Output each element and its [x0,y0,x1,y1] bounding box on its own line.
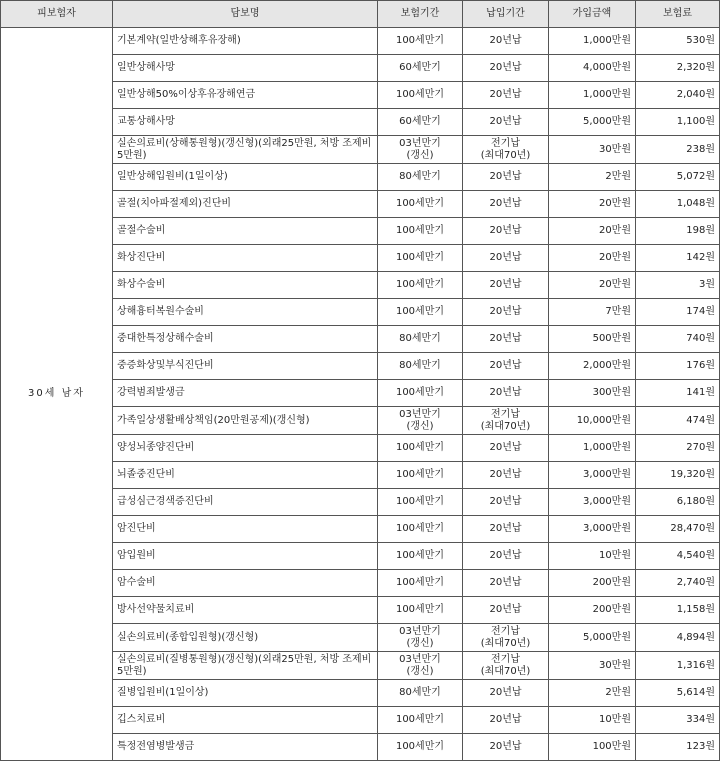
premium-cell: 334원 [636,707,720,734]
premium-cell: 1,316원 [636,652,720,680]
term-cell: 03년만기 (갱신) [378,652,463,680]
coverage-cell: 기본계약(일반상해후유장해) [113,28,378,55]
amount-cell: 3,000만원 [549,462,636,489]
premium-cell: 176원 [636,353,720,380]
payment-cell: 20년납 [463,489,549,516]
amount-cell: 200만원 [549,597,636,624]
premium-cell: 1,048원 [636,191,720,218]
coverage-cell: 방사선약물치료비 [113,597,378,624]
premium-cell: 4,894원 [636,624,720,652]
payment-cell: 전기납 (최대70년) [463,624,549,652]
term-cell: 80세만기 [378,680,463,707]
premium-cell: 198원 [636,218,720,245]
header-insured: 피보험자 [1,1,113,28]
coverage-cell: 상해흉터복원수술비 [113,299,378,326]
amount-cell: 20만원 [549,272,636,299]
term-cell: 100세만기 [378,489,463,516]
payment-cell: 20년납 [463,516,549,543]
premium-cell: 530원 [636,28,720,55]
coverage-cell: 강력범죄발생금 [113,380,378,407]
amount-cell: 10,000만원 [549,407,636,435]
coverage-cell: 암입원비 [113,543,378,570]
term-cell: 80세만기 [378,353,463,380]
premium-cell: 5,072원 [636,164,720,191]
header-amount: 가입금액 [549,1,636,28]
payment-cell: 20년납 [463,734,549,761]
premium-cell: 4,540원 [636,543,720,570]
amount-cell: 200만원 [549,570,636,597]
term-cell: 100세만기 [378,245,463,272]
premium-cell: 28,470원 [636,516,720,543]
premium-cell: 474원 [636,407,720,435]
payment-cell: 20년납 [463,462,549,489]
coverage-cell: 골절(치아파절제외)진단비 [113,191,378,218]
coverage-cell: 실손의료비(종합입원형)(갱신형) [113,624,378,652]
payment-cell: 20년납 [463,707,549,734]
coverage-cell: 뇌졸중진단비 [113,462,378,489]
header-coverage: 담보명 [113,1,378,28]
premium-cell: 270원 [636,435,720,462]
premium-cell: 141원 [636,380,720,407]
premium-cell: 2,740원 [636,570,720,597]
amount-cell: 300만원 [549,380,636,407]
premium-cell: 142원 [636,245,720,272]
header-row [1,1,720,28]
term-cell: 100세만기 [378,516,463,543]
premium-cell: 123원 [636,734,720,761]
premium-cell: 5,614원 [636,680,720,707]
payment-cell: 20년납 [463,597,549,624]
payment-cell: 20년납 [463,82,549,109]
amount-cell: 1,000만원 [549,28,636,55]
premium-cell: 3원 [636,272,720,299]
coverage-cell: 일반상해50%이상후유장해연금 [113,82,378,109]
coverage-cell: 중증화상및부식진단비 [113,353,378,380]
amount-cell: 1,000만원 [549,435,636,462]
coverage-cell: 화상진단비 [113,245,378,272]
coverage-cell: 일반상해사망 [113,55,378,82]
amount-cell: 1,000만원 [549,82,636,109]
term-cell: 03년만기 (갱신) [378,407,463,435]
header-premium: 보험료 [636,1,720,28]
amount-cell: 10만원 [549,543,636,570]
term-cell: 100세만기 [378,597,463,624]
amount-cell: 3,000만원 [549,489,636,516]
coverage-cell: 중대한특정상해수술비 [113,326,378,353]
coverage-cell: 특정전염병발생금 [113,734,378,761]
amount-cell: 20만원 [549,245,636,272]
coverage-cell: 질병입원비(1일이상) [113,680,378,707]
coverage-cell: 골절수술비 [113,218,378,245]
premium-cell: 6,180원 [636,489,720,516]
amount-cell: 3,000만원 [549,516,636,543]
coverage-cell: 암진단비 [113,516,378,543]
payment-cell: 20년납 [463,218,549,245]
amount-cell: 30만원 [549,652,636,680]
amount-cell: 2만원 [549,164,636,191]
premium-cell: 740원 [636,326,720,353]
term-cell: 100세만기 [378,462,463,489]
payment-cell: 20년납 [463,299,549,326]
amount-cell: 2,000만원 [549,353,636,380]
term-cell: 100세만기 [378,570,463,597]
payment-cell: 20년납 [463,570,549,597]
premium-cell: 238원 [636,136,720,164]
term-cell: 100세만기 [378,380,463,407]
term-cell: 100세만기 [378,82,463,109]
term-cell: 100세만기 [378,299,463,326]
amount-cell: 5,000만원 [549,624,636,652]
amount-cell: 20만원 [549,191,636,218]
coverage-cell: 교통상해사망 [113,109,378,136]
payment-cell: 전기납 (최대70년) [463,136,549,164]
payment-cell: 20년납 [463,28,549,55]
term-cell: 80세만기 [378,164,463,191]
term-cell: 100세만기 [378,28,463,55]
payment-cell: 20년납 [463,380,549,407]
payment-cell: 20년납 [463,272,549,299]
coverage-cell: 화상수술비 [113,272,378,299]
payment-cell: 20년납 [463,680,549,707]
payment-cell: 20년납 [463,435,549,462]
coverage-cell: 급성심근경색증진단비 [113,489,378,516]
premium-cell: 174원 [636,299,720,326]
amount-cell: 4,000만원 [549,55,636,82]
payment-cell: 20년납 [463,191,549,218]
term-cell: 100세만기 [378,272,463,299]
amount-cell: 10만원 [549,707,636,734]
coverage-cell: 가족일상생활배상책임(20만원공제)(갱신형) [113,407,378,435]
term-cell: 100세만기 [378,734,463,761]
amount-cell: 500만원 [549,326,636,353]
header-payment: 납입기간 [463,1,549,28]
term-cell: 100세만기 [378,435,463,462]
premium-cell: 1,158원 [636,597,720,624]
payment-cell: 전기납 (최대70년) [463,652,549,680]
amount-cell: 30만원 [549,136,636,164]
term-cell: 100세만기 [378,543,463,570]
term-cell: 03년만기 (갱신) [378,136,463,164]
premium-cell: 1,100원 [636,109,720,136]
amount-cell: 7만원 [549,299,636,326]
payment-cell: 20년납 [463,543,549,570]
amount-cell: 2만원 [549,680,636,707]
coverage-cell: 암수술비 [113,570,378,597]
header-term: 보험기간 [378,1,463,28]
term-cell: 80세만기 [378,326,463,353]
amount-cell: 5,000만원 [549,109,636,136]
term-cell: 60세만기 [378,109,463,136]
term-cell: 100세만기 [378,218,463,245]
coverage-cell: 실손의료비(질병통원형)(갱신형)(외래25만원, 처방 조제비 5만원) [113,652,378,680]
amount-cell: 100만원 [549,734,636,761]
term-cell: 100세만기 [378,191,463,218]
payment-cell: 20년납 [463,55,549,82]
insured-cell: 30세 남자 [1,28,113,761]
payment-cell: 전기납 (최대70년) [463,407,549,435]
coverage-cell: 실손의료비(상해통원형)(갱신형)(외래25만원, 처방 조제비 5만원) [113,136,378,164]
payment-cell: 20년납 [463,109,549,136]
term-cell: 100세만기 [378,707,463,734]
table-row [1,28,720,55]
coverage-cell: 일반상해입원비(1일이상) [113,164,378,191]
term-cell: 60세만기 [378,55,463,82]
payment-cell: 20년납 [463,326,549,353]
coverage-cell: 깁스치료비 [113,707,378,734]
payment-cell: 20년납 [463,164,549,191]
payment-cell: 20년납 [463,353,549,380]
payment-cell: 20년납 [463,245,549,272]
amount-cell: 20만원 [549,218,636,245]
premium-cell: 19,320원 [636,462,720,489]
premium-cell: 2,320원 [636,55,720,82]
coverage-cell: 양성뇌종양진단비 [113,435,378,462]
premium-cell: 2,040원 [636,82,720,109]
term-cell: 03년만기 (갱신) [378,624,463,652]
